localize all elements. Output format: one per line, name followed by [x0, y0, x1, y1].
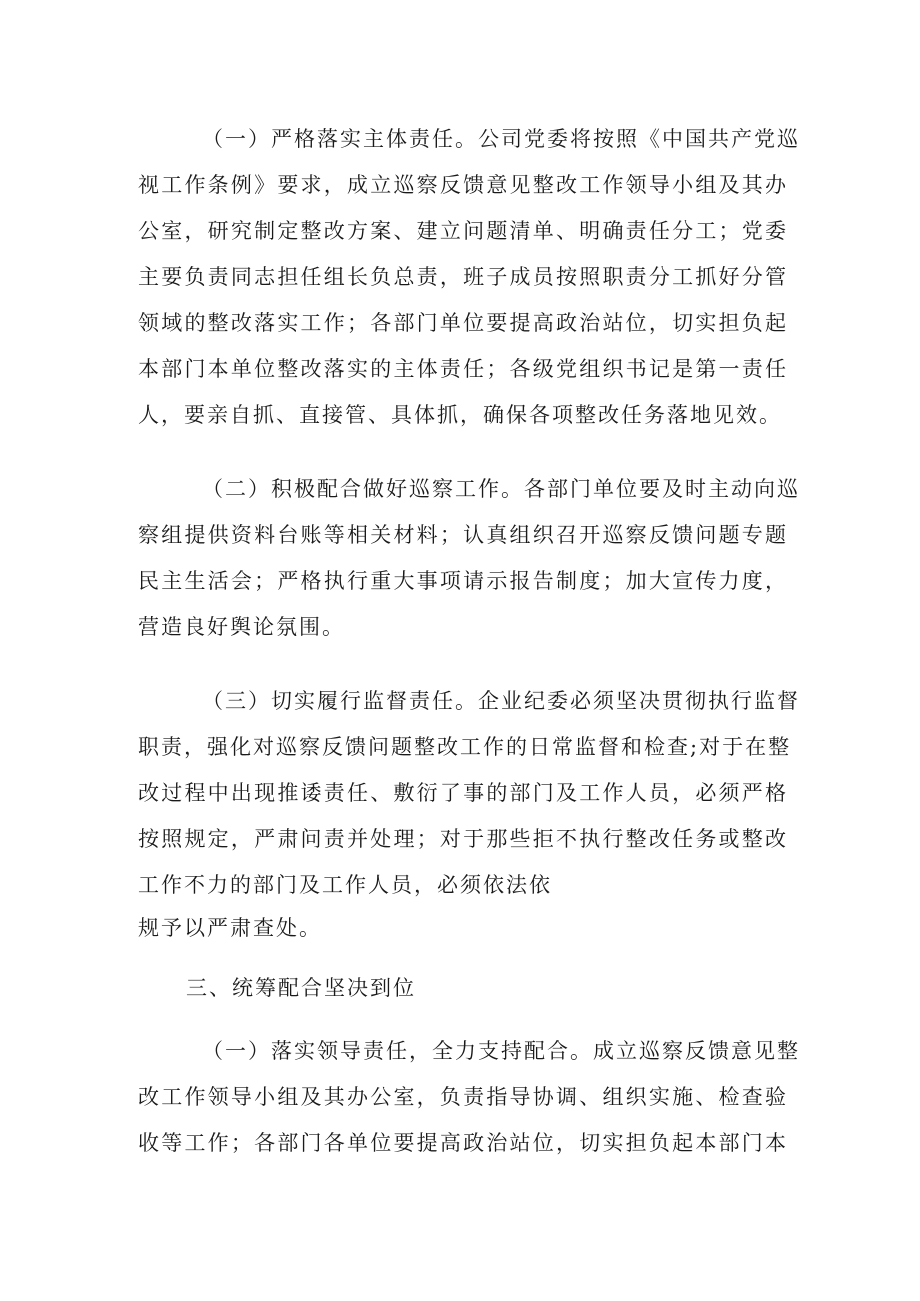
- paragraph-1: [138, 116, 800, 438]
- paragraph-line: （一）严格落实主体责任。公司党委将按照《中国共产党巡: [202, 127, 800, 151]
- paragraph-line: 改工作领导小组及其办公室，负责指导协调、组织实施、检查验: [138, 1085, 788, 1109]
- paragraph-line: 公室，研究制定整改方案、建立问题清单、明确责任分工；党委: [138, 219, 788, 243]
- paragraph-line: （二）积极配合做好巡察工作。各部门单位要及时主动向巡: [202, 477, 800, 501]
- section-heading: 三、统筹配合坚决到位: [186, 976, 416, 1000]
- paragraph-line: 人，要亲自抓、直接管、具体抓，确保各项整改任务落地见效。: [138, 403, 782, 427]
- paragraph-line: 收等工作；各部门各单位要提高政治站位，切实担负起本部门本: [138, 1131, 788, 1155]
- paragraph-line: 领域的整改落实工作；各部门单位要提高政治站位，切实担负起: [138, 311, 788, 335]
- paragraph-line: （一）落实领导责任，全力支持配合。成立巡察反馈意见整: [202, 1039, 800, 1063]
- paragraph-line: 察组提供资料台账等相关材料；认真组织召开巡察反馈问题专题: [138, 523, 788, 547]
- paragraph-4: [138, 1028, 800, 1166]
- paragraph-line: 主要负责同志担任组长负总责，班子成员按照职责分工抓好分管: [138, 265, 788, 289]
- paragraph-line: 民主生活会；严格执行重大事项请示报告制度；加大宣传力度，: [138, 569, 788, 593]
- paragraph-line: （三）切实履行监督责任。企业纪委必须坚决贯彻执行监督: [202, 689, 800, 713]
- paragraph-line: 工作不力的部门及工作人员，必须依法依: [138, 873, 552, 897]
- paragraph-line: 规予以严肃查处。: [138, 916, 322, 940]
- paragraph-line: 本部门本单位整改落实的主体责任；各级党组织书记是第一责任: [138, 357, 788, 381]
- paragraph-line: 改过程中出现推诿责任、敷衍了事的部门及工作人员，必须严格: [138, 781, 788, 805]
- paragraph-2: [138, 466, 800, 650]
- paragraph-line: 按照规定，严肃问责并处理；对于那些拒不执行整改任务或整改: [138, 827, 788, 851]
- paragraph-3: [138, 678, 800, 948]
- paragraph-line: 营造良好舆论氛围。: [138, 615, 345, 639]
- paragraph-line: 职责，强化对巡察反馈问题整改工作的日常监督和检查;对于在整: [138, 735, 792, 759]
- paragraph-line: 视工作条例》要求，成立巡察反馈意见整改工作领导小组及其办: [138, 173, 788, 197]
